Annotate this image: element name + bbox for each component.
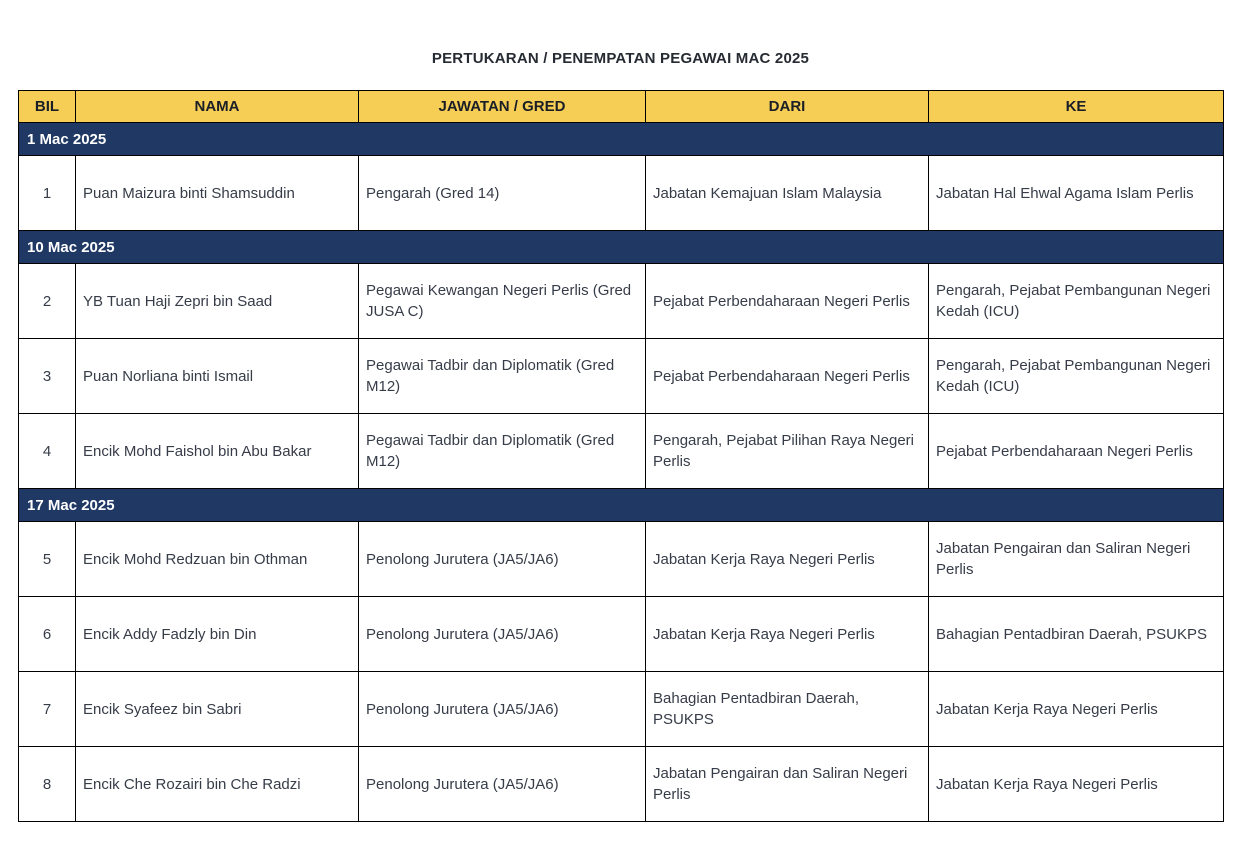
table-row — [19, 522, 1224, 597]
section-row — [19, 489, 1224, 522]
bil-cell: 8 — [19, 747, 76, 822]
column-header: DARI — [646, 91, 929, 123]
nama-cell: YB Tuan Haji Zepri bin Saad — [76, 264, 359, 339]
section-date-label: 17 Mac 2025 — [19, 489, 1224, 522]
ke-cell: Jabatan Kerja Raya Negeri Perlis — [929, 672, 1224, 747]
ke-cell: Bahagian Pentadbiran Daerah, PSUKPS — [929, 597, 1224, 672]
section-row — [19, 123, 1224, 156]
section-date-label: 1 Mac 2025 — [19, 123, 1224, 156]
dari-cell: Jabatan Kerja Raya Negeri Perlis — [646, 522, 929, 597]
bil-cell: 5 — [19, 522, 76, 597]
bil-cell: 4 — [19, 414, 76, 489]
dari-cell: Jabatan Kerja Raya Negeri Perlis — [646, 597, 929, 672]
jawatan-cell: Pegawai Kewangan Negeri Perlis (Gred JUSA C) — [359, 264, 646, 339]
column-header: JAWATAN / GRED — [359, 91, 646, 123]
dari-cell: Pejabat Perbendaharaan Negeri Perlis — [646, 339, 929, 414]
nama-cell: Encik Che Rozairi bin Che Radzi — [76, 747, 359, 822]
ke-cell: Pengarah, Pejabat Pembangunan Negeri Kedah (ICU) — [929, 339, 1224, 414]
nama-cell: Puan Maizura binti Shamsuddin — [76, 156, 359, 231]
nama-cell: Puan Norliana binti Ismail — [76, 339, 359, 414]
table-row — [19, 747, 1224, 822]
nama-cell: Encik Mohd Faishol bin Abu Bakar — [76, 414, 359, 489]
dari-cell: Pejabat Perbendaharaan Negeri Perlis — [646, 264, 929, 339]
section-date-label: 10 Mac 2025 — [19, 231, 1224, 264]
bil-cell: 2 — [19, 264, 76, 339]
jawatan-cell: Pegawai Tadbir dan Diplomatik (Gred M12) — [359, 414, 646, 489]
ke-cell: Jabatan Kerja Raya Negeri Perlis — [929, 747, 1224, 822]
jawatan-cell: Pengarah (Gred 14) — [359, 156, 646, 231]
page-title: PERTUKARAN / PENEMPATAN PEGAWAI MAC 2025 — [431, 50, 810, 67]
bil-cell: 6 — [19, 597, 76, 672]
table-row — [19, 672, 1224, 747]
ke-cell: Pejabat Perbendaharaan Negeri Perlis — [929, 414, 1224, 489]
section-row — [19, 231, 1224, 264]
dari-cell: Jabatan Kemajuan Islam Malaysia — [646, 156, 929, 231]
jawatan-cell: Penolong Jurutera (JA5/JA6) — [359, 522, 646, 597]
transfer-table — [18, 90, 1224, 822]
column-header: NAMA — [76, 91, 359, 123]
ke-cell: Jabatan Hal Ehwal Agama Islam Perlis — [929, 156, 1224, 231]
dari-cell: Jabatan Pengairan dan Saliran Negeri Perlis — [646, 747, 929, 822]
dari-cell: Pengarah, Pejabat Pilihan Raya Negeri Perlis — [646, 414, 929, 489]
jawatan-cell: Pegawai Tadbir dan Diplomatik (Gred M12) — [359, 339, 646, 414]
bil-cell: 7 — [19, 672, 76, 747]
table-body — [19, 123, 1224, 822]
jawatan-cell: Penolong Jurutera (JA5/JA6) — [359, 672, 646, 747]
ke-cell: Jabatan Pengairan dan Saliran Negeri Perlis — [929, 522, 1224, 597]
nama-cell: Encik Mohd Redzuan bin Othman — [76, 522, 359, 597]
jawatan-cell: Penolong Jurutera (JA5/JA6) — [359, 747, 646, 822]
nama-cell: Encik Syafeez bin Sabri — [76, 672, 359, 747]
jawatan-cell: Penolong Jurutera (JA5/JA6) — [359, 597, 646, 672]
table-row — [19, 414, 1224, 489]
table-row — [19, 264, 1224, 339]
column-header: KE — [929, 91, 1224, 123]
table-row — [19, 339, 1224, 414]
table-header — [19, 91, 1224, 123]
bil-cell: 1 — [19, 156, 76, 231]
ke-cell: Pengarah, Pejabat Pembangunan Negeri Kedah (ICU) — [929, 264, 1224, 339]
nama-cell: Encik Addy Fadzly bin Din — [76, 597, 359, 672]
column-header: BIL — [19, 91, 76, 123]
header-row — [19, 91, 1224, 123]
table-row — [19, 597, 1224, 672]
bil-cell: 3 — [19, 339, 76, 414]
dari-cell: Bahagian Pentadbiran Daerah, PSUKPS — [646, 672, 929, 747]
table-row — [19, 156, 1224, 231]
